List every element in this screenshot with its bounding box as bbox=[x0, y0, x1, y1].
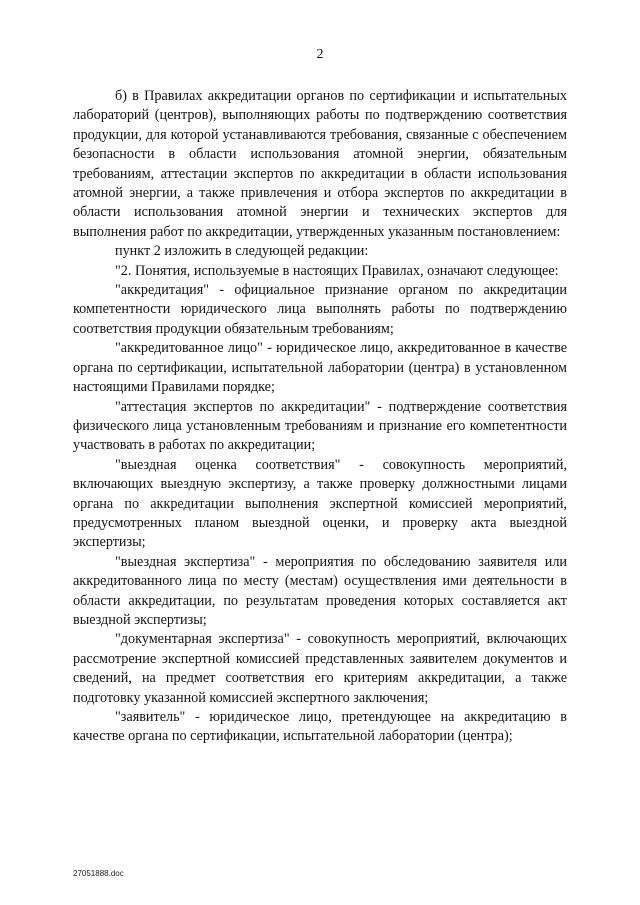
paragraph-point-2-instruction: пункт 2 изложить в следующей редакции: bbox=[115, 243, 369, 260]
paragraph-rules-amendment: б) в Правилах аккредитации органов по сертификации и испытательных лабораторий (центров), выполняющих работы по подтверждению соответствия продукции, для которой устанавливаются требования, связанные с обеспечением безопасности в области использования атомной энергии, обязательным требованиям, аттестации экспертов по аккредитации в области использования атомной энергии, а также привлечения и отбора экспертов по аккредитации в области использования атомной энергии и технических экспертов для выполнения работ по аккредитации, утвержденных указанным постановлением: bbox=[73, 88, 567, 240]
definition-expert-attestation: "аттестация экспертов по аккредитации" - подтверждение соответствия физического лица установленным требованиям и признание его компетентности участвовать в работах по аккредитации; bbox=[73, 398, 567, 454]
definition-onsite-expertise: "выездная экспертиза" - мероприятия по обследованию заявителя или аккредитованного лица по месту (местам) осуществления ими деятельности в области аккредитации, по результатам проведения которых составляется акт выездной экспертизы; bbox=[73, 553, 567, 628]
definition-onsite-assessment: "выездная оценка соответствия" - совокупность мероприятий, включающих выездную экспертизу, а также проверку должностными лицами органа по аккредитации выполнения экспертной комиссией мероприятий, предусмотренных планом выездной оценки, и проверку акта выездной экспертизы; bbox=[73, 456, 567, 551]
definition-applicant: "заявитель" - юридическое лицо, претендующее на аккредитацию в качестве органа по сертификации, испытательной лаборатории (центра); bbox=[73, 709, 567, 745]
paragraph-definitions-intro: "2. Понятия, используемые в настоящих Правилах, означают следующее: bbox=[115, 262, 559, 279]
definition-documentary-expertise: "документарная экспертиза" - совокупность мероприятий, включающих рассмотрение экспертной комиссией представленных заявителем документов и сведений, на предмет соответствия его критериям аккредитации, а также подготовку указанной комиссией экспертного заключения; bbox=[73, 631, 567, 706]
definition-accredited-entity: "аккредитованное лицо" - юридическое лицо, аккредитованное в качестве органа по сертификации, испытательной лаборатории (центра) в установленном настоящими Правилами порядке; bbox=[73, 340, 567, 396]
definition-accreditation: "аккредитация" - официальное признание органом по аккредитации компетентности юридического лица выполнять работы по подтверждению соответствия продукции обязательным требованиям; bbox=[73, 282, 567, 337]
page-number: 2 bbox=[316, 47, 324, 62]
document-file-name: 27051888.doc bbox=[73, 869, 124, 878]
document-body bbox=[73, 87, 567, 747]
